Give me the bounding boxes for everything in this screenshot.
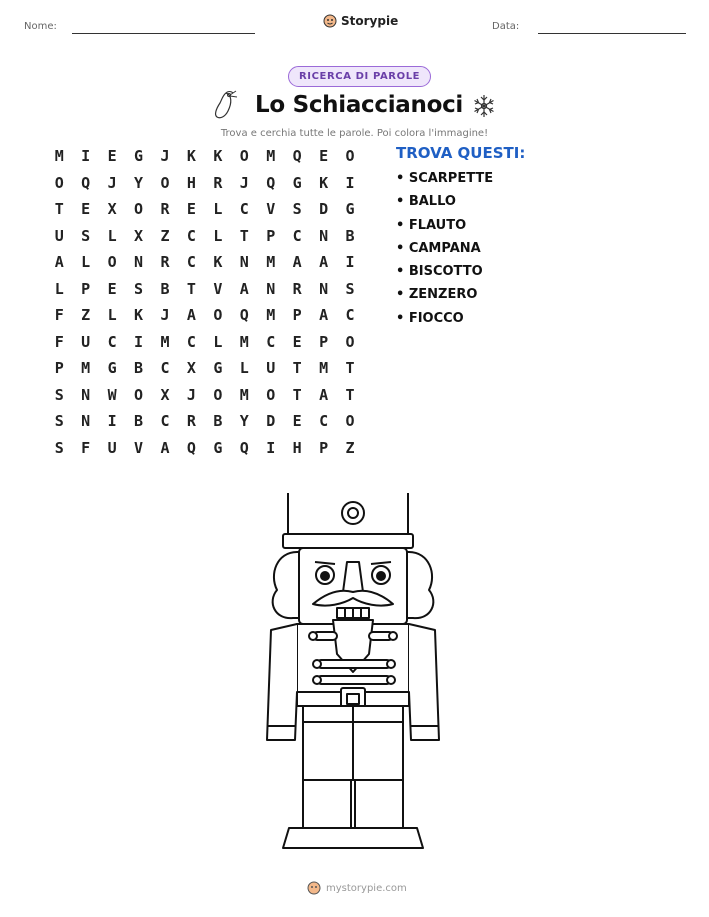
grid-cell[interactable]: W bbox=[107, 385, 117, 404]
grid-cell[interactable]: F bbox=[54, 332, 64, 351]
nutcracker-illustration bbox=[255, 490, 455, 850]
date-label: Data: bbox=[492, 21, 520, 32]
grid-cell[interactable]: C bbox=[266, 332, 276, 351]
grid-cell[interactable]: C bbox=[345, 306, 355, 325]
grid-cell[interactable]: E bbox=[319, 147, 329, 166]
grid-cell[interactable]: P bbox=[292, 306, 302, 325]
grid-cell[interactable]: O bbox=[134, 385, 144, 404]
grid-cell[interactable]: I bbox=[345, 173, 355, 192]
word-list-item: • CAMPANA bbox=[396, 240, 481, 256]
grid-cell[interactable]: G bbox=[134, 147, 144, 166]
grid-cell[interactable]: O bbox=[345, 147, 355, 166]
grid-cell[interactable]: F bbox=[54, 306, 64, 325]
grid-cell[interactable]: P bbox=[266, 226, 276, 245]
grid-cell[interactable]: Q bbox=[266, 173, 276, 192]
grid-cell[interactable]: P bbox=[319, 438, 329, 457]
grid-cell[interactable]: S bbox=[81, 226, 91, 245]
grid-cell[interactable]: B bbox=[160, 279, 170, 298]
grid-cell[interactable]: E bbox=[186, 200, 196, 219]
grid-cell[interactable]: B bbox=[134, 412, 144, 431]
grid-cell[interactable]: B bbox=[213, 412, 223, 431]
grid-cell[interactable]: N bbox=[81, 412, 91, 431]
snowflake-icon bbox=[471, 93, 497, 119]
word-list-item: • ZENZERO bbox=[396, 287, 478, 303]
grid-cell[interactable]: M bbox=[160, 332, 170, 351]
grid-cell[interactable]: U bbox=[81, 332, 91, 351]
grid-cell[interactable]: L bbox=[239, 359, 249, 378]
grid-cell[interactable]: S bbox=[54, 412, 64, 431]
grid-cell[interactable]: G bbox=[292, 173, 302, 192]
grid-cell[interactable]: R bbox=[213, 173, 223, 192]
grid-cell[interactable]: Q bbox=[292, 147, 302, 166]
brand bbox=[323, 14, 398, 28]
activity-badge: RICERCA DI PAROLE bbox=[288, 66, 431, 87]
grid-cell[interactable]: O bbox=[345, 412, 355, 431]
grid-cell[interactable]: Z bbox=[81, 306, 91, 325]
grid-cell[interactable]: U bbox=[107, 438, 117, 457]
grid-cell[interactable]: O bbox=[266, 385, 276, 404]
page-title: Lo Schiaccianoci bbox=[255, 92, 464, 118]
storypie-logo-icon bbox=[307, 881, 321, 895]
grid-cell[interactable]: R bbox=[160, 253, 170, 272]
grid-cell[interactable]: Z bbox=[160, 226, 170, 245]
grid-cell[interactable]: U bbox=[54, 226, 64, 245]
word-list-item: • FLAUTO bbox=[396, 217, 467, 233]
word-list bbox=[396, 144, 525, 334]
grid-cell[interactable]: C bbox=[107, 332, 117, 351]
grid-cell[interactable]: C bbox=[186, 253, 196, 272]
grid-cell[interactable]: Z bbox=[345, 438, 355, 457]
grid-cell[interactable]: E bbox=[292, 412, 302, 431]
grid-cell[interactable]: M bbox=[239, 385, 249, 404]
grid-cell[interactable]: O bbox=[54, 173, 64, 192]
grid-cell[interactable]: A bbox=[54, 253, 64, 272]
grid-cell[interactable]: J bbox=[239, 173, 249, 192]
grid-cell[interactable]: G bbox=[345, 200, 355, 219]
grid-cell[interactable]: O bbox=[345, 332, 355, 351]
grid-cell[interactable]: C bbox=[186, 332, 196, 351]
grid-cell[interactable]: N bbox=[266, 279, 276, 298]
grid-cell[interactable]: L bbox=[54, 279, 64, 298]
grid-cell[interactable]: N bbox=[239, 253, 249, 272]
grid-cell[interactable]: N bbox=[319, 279, 329, 298]
grid-cell[interactable]: T bbox=[292, 359, 302, 378]
footer bbox=[307, 881, 407, 895]
grid-cell[interactable]: A bbox=[292, 253, 302, 272]
ballet-shoe-icon bbox=[212, 89, 238, 121]
grid-cell[interactable]: L bbox=[213, 200, 223, 219]
grid-cell[interactable]: F bbox=[81, 438, 91, 457]
grid-cell[interactable]: Q bbox=[186, 438, 196, 457]
grid-cell[interactable]: E bbox=[292, 332, 302, 351]
grid-cell[interactable]: A bbox=[186, 306, 196, 325]
grid-cell[interactable]: S bbox=[54, 438, 64, 457]
grid-cell[interactable]: B bbox=[134, 359, 144, 378]
grid-cell[interactable]: X bbox=[160, 385, 170, 404]
grid-cell[interactable]: N bbox=[319, 226, 329, 245]
grid-cell[interactable]: M bbox=[266, 147, 276, 166]
grid-cell[interactable]: T bbox=[345, 359, 355, 378]
grid-cell[interactable]: R bbox=[186, 412, 196, 431]
grid-cell[interactable]: K bbox=[186, 147, 196, 166]
brand-name: Storypie bbox=[341, 14, 399, 28]
grid-cell[interactable]: S bbox=[292, 200, 302, 219]
grid-cell[interactable]: O bbox=[160, 173, 170, 192]
grid-cell[interactable]: R bbox=[160, 200, 170, 219]
grid-cell[interactable]: R bbox=[292, 279, 302, 298]
grid-cell[interactable]: Q bbox=[81, 173, 91, 192]
grid-cell[interactable]: V bbox=[134, 438, 144, 457]
name-label: Nome: bbox=[24, 21, 57, 32]
grid-cell[interactable]: J bbox=[160, 147, 170, 166]
grid-cell[interactable]: A bbox=[319, 253, 329, 272]
grid-cell[interactable]: G bbox=[213, 359, 223, 378]
grid-cell[interactable]: V bbox=[213, 279, 223, 298]
grid-cell[interactable]: C bbox=[239, 200, 249, 219]
grid-cell[interactable]: L bbox=[213, 226, 223, 245]
grid-cell[interactable]: I bbox=[134, 332, 144, 351]
grid-cell[interactable]: C bbox=[292, 226, 302, 245]
word-list-item: • BISCOTTO bbox=[396, 264, 483, 280]
grid-cell[interactable]: Y bbox=[239, 412, 249, 431]
grid-cell[interactable]: X bbox=[186, 359, 196, 378]
grid-cell[interactable]: I bbox=[345, 253, 355, 272]
grid-cell[interactable]: D bbox=[319, 200, 329, 219]
date-line[interactable] bbox=[538, 33, 686, 34]
grid-cell[interactable]: H bbox=[186, 173, 196, 192]
grid-cell[interactable]: E bbox=[107, 279, 117, 298]
grid-cell[interactable]: I bbox=[266, 438, 276, 457]
grid-cell[interactable]: U bbox=[266, 359, 276, 378]
grid-cell[interactable]: M bbox=[54, 147, 64, 166]
grid-cell[interactable]: X bbox=[107, 200, 117, 219]
instructions: Trova e cerchia tutte le parole. Poi colora l'immagine! bbox=[220, 128, 489, 139]
grid-cell[interactable]: N bbox=[81, 385, 91, 404]
grid-cell[interactable]: M bbox=[319, 359, 329, 378]
grid-cell[interactable]: V bbox=[266, 200, 276, 219]
grid-cell[interactable]: A bbox=[160, 438, 170, 457]
grid-cell[interactable]: K bbox=[134, 306, 144, 325]
grid-cell[interactable]: G bbox=[107, 359, 117, 378]
grid-cell[interactable]: P bbox=[54, 359, 64, 378]
grid-cell[interactable]: J bbox=[160, 306, 170, 325]
grid-cell[interactable]: O bbox=[239, 147, 249, 166]
grid-cell[interactable]: C bbox=[160, 412, 170, 431]
grid-cell[interactable]: S bbox=[54, 385, 64, 404]
grid-cell[interactable]: O bbox=[107, 253, 117, 272]
grid-cell[interactable]: E bbox=[107, 147, 117, 166]
grid-cell[interactable]: C bbox=[186, 226, 196, 245]
grid-cell[interactable]: T bbox=[239, 226, 249, 245]
grid-cell[interactable]: E bbox=[81, 200, 91, 219]
grid-cell[interactable]: M bbox=[266, 253, 276, 272]
grid-cell[interactable]: T bbox=[292, 385, 302, 404]
grid-cell[interactable]: K bbox=[213, 147, 223, 166]
word-list-item: • BALLO bbox=[396, 194, 456, 210]
grid-cell[interactable]: L bbox=[81, 253, 91, 272]
grid-cell[interactable]: K bbox=[319, 173, 329, 192]
grid-cell[interactable]: N bbox=[134, 253, 144, 272]
grid-cell[interactable]: A bbox=[319, 385, 329, 404]
grid-cell[interactable]: O bbox=[134, 200, 144, 219]
name-line[interactable] bbox=[72, 33, 255, 34]
grid-cell[interactable]: M bbox=[239, 332, 249, 351]
grid-cell[interactable]: P bbox=[81, 279, 91, 298]
grid-cell[interactable]: H bbox=[292, 438, 302, 457]
grid-cell[interactable]: L bbox=[213, 332, 223, 351]
footer-url[interactable]: mystorypie.com bbox=[326, 882, 407, 894]
grid-cell[interactable]: D bbox=[266, 412, 276, 431]
grid-cell[interactable]: I bbox=[107, 412, 117, 431]
grid-cell[interactable]: A bbox=[239, 279, 249, 298]
grid-cell[interactable]: S bbox=[345, 279, 355, 298]
word-list-title: TROVA QUESTI: bbox=[396, 144, 526, 162]
grid-cell[interactable]: L bbox=[107, 306, 117, 325]
grid-cell[interactable]: J bbox=[107, 173, 117, 192]
grid-cell[interactable]: Y bbox=[134, 173, 144, 192]
word-search-grid bbox=[46, 143, 363, 461]
word-list-item: • SCARPETTE bbox=[396, 171, 494, 186]
grid-cell[interactable]: O bbox=[213, 385, 223, 404]
grid-cell[interactable]: K bbox=[213, 253, 223, 272]
grid-cell[interactable]: G bbox=[213, 438, 223, 457]
grid-cell[interactable]: Q bbox=[239, 438, 249, 457]
word-list-item: • FIOCCO bbox=[396, 310, 464, 326]
grid-cell[interactable]: C bbox=[160, 359, 170, 378]
grid-cell[interactable]: A bbox=[319, 306, 329, 325]
grid-cell[interactable]: L bbox=[107, 226, 117, 245]
grid-cell[interactable]: B bbox=[345, 226, 355, 245]
grid-cell[interactable]: X bbox=[134, 226, 144, 245]
grid-cell[interactable]: O bbox=[213, 306, 223, 325]
storypie-logo-icon bbox=[323, 14, 337, 28]
grid-cell[interactable]: J bbox=[186, 385, 196, 404]
grid-cell[interactable]: P bbox=[319, 332, 329, 351]
grid-cell[interactable]: M bbox=[266, 306, 276, 325]
grid-cell[interactable]: M bbox=[81, 359, 91, 378]
grid-cell[interactable]: T bbox=[345, 385, 355, 404]
grid-cell[interactable]: T bbox=[54, 200, 64, 219]
grid-cell[interactable]: T bbox=[186, 279, 196, 298]
grid-cell[interactable]: S bbox=[134, 279, 144, 298]
grid-cell[interactable]: I bbox=[81, 147, 91, 166]
grid-cell[interactable]: Q bbox=[239, 306, 249, 325]
grid-cell[interactable]: C bbox=[319, 412, 329, 431]
